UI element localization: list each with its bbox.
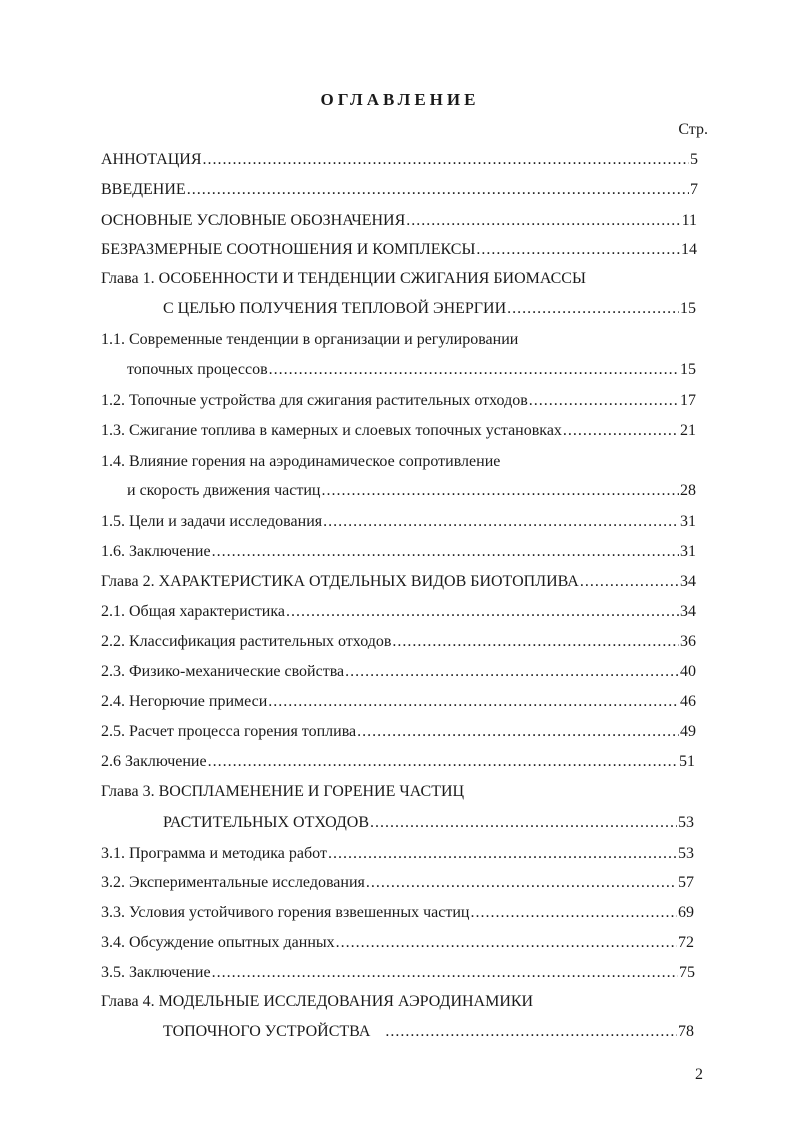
toc-entry-label: АННОТАЦИЯ: [101, 151, 202, 168]
toc-entry: [101, 180, 698, 200]
toc-entry-label: 2.6 Заключение: [101, 753, 207, 770]
toc-entry-label: топочных процессов: [127, 361, 268, 378]
toc-entry: [101, 752, 695, 772]
dot-leader: [323, 512, 679, 532]
toc-entry-page: 7: [690, 181, 698, 198]
toc-entry-label: 3.5. Заключение: [101, 964, 211, 981]
toc-entry: [127, 481, 696, 501]
page-column-header: Стр.: [678, 121, 708, 138]
dot-leader: [336, 933, 677, 953]
toc-entry-label: 2.3. Физико-механические свойства: [101, 663, 345, 680]
toc-entry-label: 2.1. Общая характеристика: [101, 603, 285, 620]
dot-leader: [269, 360, 679, 380]
dot-leader: [268, 692, 679, 712]
toc-entry-page: 31: [680, 543, 696, 560]
toc-entry: [127, 360, 696, 380]
toc-entry-label: С ЦЕЛЬЮ ПОЛУЧЕНИЯ ТЕПЛОВОЙ ЭНЕРГИИ: [163, 300, 507, 317]
toc-entry: [163, 813, 694, 833]
toc-entry-label: 3.4. Обсуждение опытных данных: [101, 934, 335, 951]
toc-entry-label: 1.2. Топочные устройства для сжигания растительных отходов: [101, 392, 528, 409]
toc-entry-page: 36: [680, 633, 696, 650]
toc-entry: [101, 933, 694, 953]
toc-entry-page: 15: [680, 361, 696, 378]
toc-entry-label: ВВЕДЕНИЕ: [101, 181, 186, 198]
toc-entry-page: 69: [678, 904, 694, 921]
dot-leader: [357, 722, 679, 742]
dot-leader: [529, 391, 679, 411]
dot-leader: [507, 299, 679, 319]
toc-entry-label: ОСНОВНЫЕ УСЛОВНЫЕ ОБОЗНАЧЕНИЯ: [101, 212, 406, 229]
toc-entry-page: 5: [690, 151, 698, 168]
toc-entry-label: БЕЗРАЗМЕРНЫЕ СООТНОШЕНИЯ И КОМПЛЕКСЫ: [101, 241, 476, 258]
dot-leader: [385, 1022, 677, 1042]
toc-entry-label: РАСТИТЕЛЬНЫХ ОТХОДОВ: [163, 814, 370, 831]
page-number: 2: [695, 1066, 703, 1083]
toc-entry: [101, 572, 696, 592]
toc-entry-label: 3.3. Условия устойчивого горения взвешенных частиц: [101, 904, 470, 921]
dot-leader: [328, 844, 677, 864]
toc-entry: [101, 692, 696, 712]
dot-leader: [187, 180, 689, 200]
toc-entry: [101, 722, 696, 742]
dot-leader: [392, 632, 679, 652]
toc-entry-page: 14: [681, 241, 697, 258]
dot-leader: [406, 211, 680, 231]
toc-title: ОГЛАВЛЕНИЕ: [320, 90, 480, 109]
toc-entry-page: 57: [678, 874, 694, 891]
toc-entry-label: 1.6. Заключение: [101, 543, 211, 560]
toc-entry: [101, 903, 694, 923]
toc-entry: [101, 150, 698, 170]
dot-leader: [203, 150, 689, 170]
toc-entry-page: 75: [679, 964, 695, 981]
toc-section-heading: 1.1. Современные тенденции в организации и регулировании: [101, 331, 519, 348]
dot-leader: [563, 421, 679, 441]
dot-leader: [286, 602, 679, 622]
toc-entry: [101, 391, 696, 411]
toc-entry-page: 28: [680, 482, 696, 499]
toc-chapter-heading: Глава 1. ОСОБЕННОСТИ И ТЕНДЕНЦИИ СЖИГАНИЯ БИОМАССЫ: [101, 270, 586, 287]
toc-entry-page: 34: [680, 573, 696, 590]
toc-entry: [101, 240, 697, 260]
toc-entry: [101, 211, 697, 231]
toc-entry-page: 31: [680, 513, 696, 530]
toc-entry-label: 1.5. Цели и задачи исследования: [101, 513, 323, 530]
toc-entry-label: ТОПОЧНОГО УСТРОЙСТВА: [163, 1023, 371, 1040]
toc-section-heading: 1.4. Влияние горения на аэродинамическое сопротивление: [101, 453, 501, 470]
toc-entry-label: и скорость движения частиц: [127, 482, 321, 499]
toc-entry-label: 3.1. Программа и методика работ: [101, 845, 327, 862]
toc-entry-label: 2.4. Негорючие примеси: [101, 693, 268, 710]
toc-entry: [101, 421, 696, 441]
toc-entry-page: 53: [678, 845, 694, 862]
toc-entry-page: 78: [678, 1023, 694, 1040]
toc-entry-label: 1.3. Сжигание топлива в камерных и слоевых топочных установках: [101, 422, 562, 439]
dot-leader: [370, 813, 677, 833]
toc-entry-page: 17: [680, 392, 696, 409]
toc-entry-page: 51: [679, 753, 695, 770]
toc-entry-label: Глава 2. ХАРАКТЕРИСТИКА ОТДЕЛЬНЫХ ВИДОВ БИОТОПЛИВА: [101, 573, 579, 590]
dot-leader: [212, 542, 679, 562]
toc-entry-page: 53: [678, 814, 694, 831]
toc-chapter-heading: Глава 4. МОДЕЛЬНЫЕ ИССЛЕДОВАНИЯ АЭРОДИНАМИКИ: [101, 993, 534, 1010]
toc-entry: [101, 963, 695, 983]
toc-entry-page: 49: [680, 723, 696, 740]
toc-entry: [163, 299, 696, 319]
toc-entry-page: 21: [680, 422, 696, 439]
toc-entry: [101, 632, 696, 652]
toc-entry: [163, 1022, 694, 1042]
toc-entry-page: 34: [680, 603, 696, 620]
toc-entry-page: 46: [680, 693, 696, 710]
toc-entry-page: 15: [680, 300, 696, 317]
dot-leader: [208, 752, 678, 772]
dot-leader: [212, 963, 678, 983]
dot-leader: [321, 481, 679, 501]
toc-entry: [101, 602, 696, 622]
dot-leader: [470, 903, 677, 923]
toc-entry-page: 72: [678, 934, 694, 951]
dot-leader: [580, 572, 679, 592]
toc-entry: [101, 512, 696, 532]
dot-leader: [476, 240, 680, 260]
toc-entry: [101, 542, 696, 562]
toc-entry: [101, 662, 696, 682]
toc-entry-page: 40: [680, 663, 696, 680]
toc-entry-label: 2.5. Расчет процесса горения топлива: [101, 723, 357, 740]
toc-chapter-heading: Глава 3. ВОСПЛАМЕНЕНИЕ И ГОРЕНИЕ ЧАСТИЦ: [101, 783, 465, 800]
toc-entry: [101, 844, 694, 864]
toc-entry-label: 3.2. Экспериментальные исследования: [101, 874, 365, 891]
toc-entry: [101, 873, 694, 893]
toc-entry-label: 2.2. Классификация растительных отходов: [101, 633, 392, 650]
dot-leader: [366, 873, 677, 893]
dot-leader: [345, 662, 679, 682]
toc-entry-page: 11: [681, 212, 697, 229]
